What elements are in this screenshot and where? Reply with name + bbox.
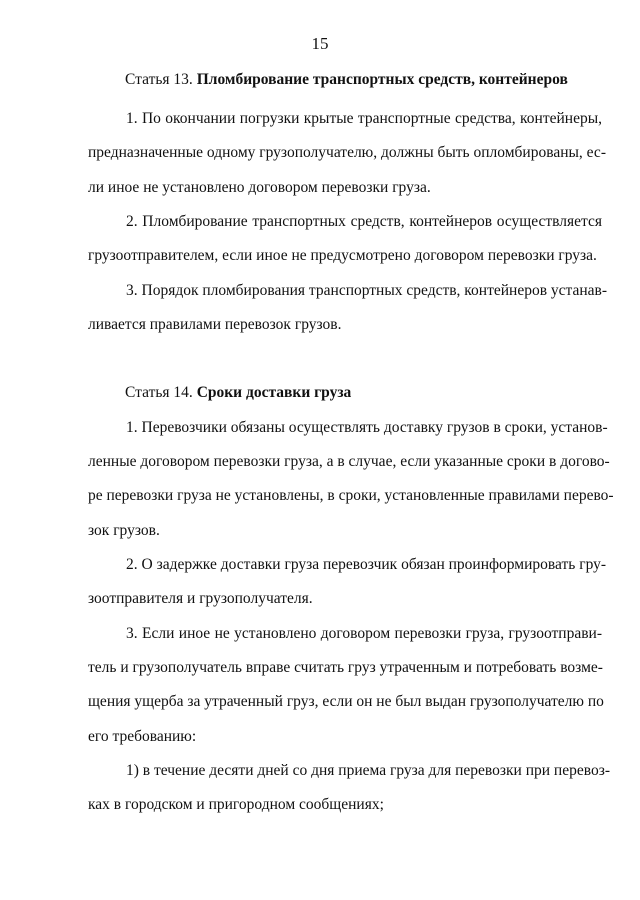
article-14-p3-line-3: щения ущерба за утраченный груз, если он не был выдан грузополучателю по xyxy=(88,693,604,710)
article-13-p2-line-2: грузоотправителем, если иное не предусмотрено договором перевозки груза. xyxy=(88,247,597,264)
article-14-p3-line-2: тель и грузополучатель вправе считать груз утраченным и потребовать возме- xyxy=(88,659,603,676)
article-13-heading xyxy=(125,71,568,89)
article-14-item1-line-2: ках в городском и пригородном сообщениях; xyxy=(88,796,384,813)
article-13-prefix: Статья 13. xyxy=(125,71,193,88)
article-14-prefix: Статья 14. xyxy=(125,384,193,401)
article-13-title: Пломбирование транспортных средств, контейнеров xyxy=(196,71,568,88)
article-14-p2-line-1: 2. О задержке доставки груза перевозчик обязан проинформировать гру- xyxy=(126,556,607,573)
article-13-p2-line-1: 2. Пломбирование транспортных средств, контейнеров осуществляется xyxy=(126,213,602,230)
page-number: 15 xyxy=(311,34,329,53)
article-13-p1-line-3: ли иное не установлено договором перевозки груза. xyxy=(88,179,431,196)
article-14-p3-line-1: 3. Если иное не установлено договором перевозки груза, грузоотправи- xyxy=(126,625,602,642)
article-14-item1-line-1: 1) в течение десяти дней со дня приема груза для перевозки при перевоз- xyxy=(126,762,610,779)
article-14-heading xyxy=(125,384,351,402)
article-14-p2-line-2: зоотправителя и грузополучателя. xyxy=(88,590,313,607)
article-14-p3-line-4: его требованию: xyxy=(88,728,197,745)
article-14-title: Сроки доставки груза xyxy=(196,384,352,401)
article-14-p1-line-4: зок грузов. xyxy=(88,522,160,539)
article-13-p1-line-1: 1. По окончании погрузки крытые транспортные средства, контейнеры, xyxy=(126,110,602,127)
article-14-p1-line-1: 1. Перевозчики обязаны осуществлять доставку грузов в сроки, установ- xyxy=(126,419,608,436)
article-13-p3-line-1: 3. Порядок пломбирования транспортных средств, контейнеров устанав- xyxy=(126,282,608,299)
article-13-p1-line-2: предназначенные одному грузополучателю, должны быть опломбированы, ес- xyxy=(88,144,606,161)
article-14-p1-line-2: ленные договором перевозки груза, а в случае, если указанные сроки в догово- xyxy=(88,453,610,470)
article-14-p1-line-3: ре перевозки груза не установлены, в сроки, установленные правилами перево- xyxy=(88,487,614,504)
article-13-p3-line-2: ливается правилами перевозок грузов. xyxy=(88,316,342,333)
